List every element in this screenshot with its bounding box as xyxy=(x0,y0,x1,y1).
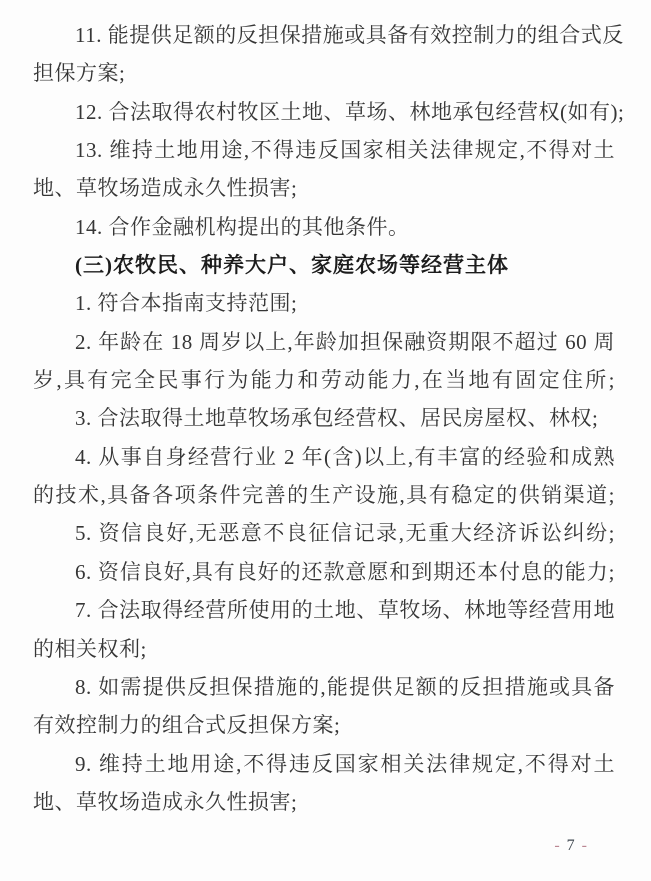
text-line: 9. 维持土地用途,不得违反国家相关法律规定,不得对土 xyxy=(75,751,615,776)
page-number-dash-left: - xyxy=(554,837,560,854)
text-line: 的相关权利; xyxy=(33,636,147,661)
text-line: 2. 年龄在 18 周岁以上,年龄加担保融资期限不超过 60 周 xyxy=(75,329,615,354)
text-line: 8. 如需提供反担保措施的,能提供足额的反担措施或具备 xyxy=(75,674,615,699)
text-line: 3. 合法取得土地草牧场承包经营权、居民房屋权、林权; xyxy=(75,406,599,431)
text-line: 14. 合作金融机构提出的其他条件。 xyxy=(75,214,410,239)
text-line: 13. 维持土地用途,不得违反国家相关法律规定,不得对土 xyxy=(75,138,615,163)
text-line: 岁,具有完全民事行为能力和劳动能力,在当地有固定住所; xyxy=(33,368,615,393)
text-line: 1. 符合本指南支持范围; xyxy=(75,291,298,316)
text-line: 担保方案; xyxy=(33,61,126,86)
text-line: 11. 能提供足额的反担保措施或具备有效控制力的组合式反 xyxy=(75,23,624,47)
text-line: 12. 合法取得农村牧区土地、草场、林地承包经营权(如有); xyxy=(75,99,625,124)
text-line: 4. 从事自身经营行业 2 年(含)以上,有丰富的经验和成熟 xyxy=(75,444,616,469)
text-line: 6. 资信良好,具有良好的还款意愿和到期还本付息的能力; xyxy=(75,559,615,584)
text-line: 的技术,具备各项条件完善的生产设施,具有稳定的供销渠道; xyxy=(33,483,615,508)
text-line: 地、草牧场造成永久性损害; xyxy=(33,176,298,201)
text-line: 地、草牧场造成永久性损害; xyxy=(33,789,298,814)
text-line: 有效控制力的组合式反担保方案; xyxy=(33,713,341,738)
page-number-dash-right: - xyxy=(581,837,587,854)
page-number xyxy=(547,835,594,857)
text-line: 7. 合法取得经营所使用的土地、草牧场、林地等经营用地 xyxy=(75,598,615,623)
text-line: 5. 资信良好,无恶意不良征信记录,无重大经济诉讼纠纷; xyxy=(75,521,615,546)
section-heading: (三)农牧民、种养大户、家庭农场等经营主体 xyxy=(75,253,509,278)
page-number-value: 7 xyxy=(566,837,575,854)
document-body xyxy=(33,16,625,821)
